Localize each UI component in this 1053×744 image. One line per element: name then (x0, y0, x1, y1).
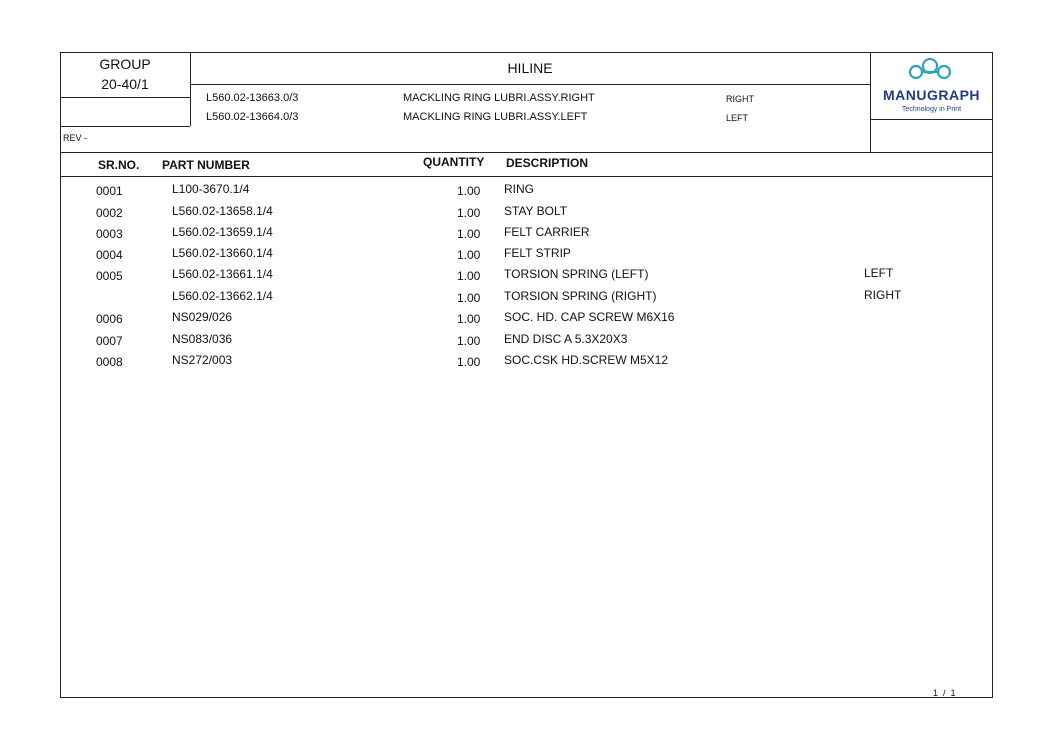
rev-label: REV - (63, 133, 88, 143)
row-description: RING (504, 182, 534, 196)
row-sr-no: 0005 (96, 269, 123, 283)
row-sr-no: 0008 (96, 355, 123, 369)
row-quantity: 1.00 (457, 206, 481, 220)
row-part-number: L560.02-13660.1/4 (172, 246, 273, 260)
row-description: FELT STRIP (504, 246, 571, 260)
table-row (60, 331, 993, 352)
logo-tagline: Technology in Print (901, 106, 962, 113)
row-part-number: NS272/003 (172, 353, 233, 367)
column-header-quantity: QUANTITY (423, 155, 485, 169)
row-description: FELT CARRIER (504, 225, 590, 239)
manugraph-logo (871, 53, 992, 119)
logo-box-bottom (870, 119, 993, 120)
assembly-desc-2: MACKLING RING LUBRI.ASSY.LEFT (403, 111, 588, 123)
row-quantity: 1.00 (457, 227, 481, 241)
row-part-number: NS029/026 (172, 310, 233, 324)
table-row (60, 309, 993, 330)
table-row (60, 352, 993, 373)
row-note: LEFT (864, 266, 894, 280)
rev-box-top (60, 126, 190, 127)
table-row (60, 266, 993, 287)
row-sr-no: 0004 (96, 248, 123, 262)
title-underline (190, 84, 870, 85)
manugraph-logo-icon (871, 55, 992, 85)
document-frame (60, 52, 993, 698)
assembly-part-2: L560.02-13664.0/3 (206, 111, 299, 123)
group-number: 20-40/1 (101, 76, 149, 92)
row-description: TORSION SPRING (LEFT) (504, 267, 649, 281)
row-part-number: L560.02-13659.1/4 (172, 225, 273, 239)
row-quantity: 1.00 (457, 312, 481, 326)
column-header-part-number: PART NUMBER (162, 158, 250, 172)
group-label: GROUP (99, 56, 151, 72)
row-note: RIGHT (864, 288, 902, 302)
assembly-part-1: L560.02-13663.0/3 (206, 92, 299, 104)
page-title: HILINE (507, 60, 553, 76)
row-quantity: 1.00 (457, 355, 481, 369)
row-sr-no: 0006 (96, 312, 123, 326)
column-header-sr-no: SR.NO. (98, 158, 140, 172)
row-part-number: L100-3670.1/4 (172, 182, 250, 196)
column-header-bottom (60, 176, 993, 177)
page-number: 1 / 1 (933, 688, 956, 698)
row-quantity: 1.00 (457, 248, 481, 262)
group-box-bottom (60, 97, 190, 98)
row-quantity: 1.00 (457, 291, 481, 305)
row-sr-no: 0003 (96, 227, 123, 241)
table-row (60, 245, 993, 266)
row-quantity: 1.00 (457, 334, 481, 348)
row-part-number: NS083/036 (172, 332, 233, 346)
row-sr-no: 0002 (96, 206, 123, 220)
table-row (60, 203, 993, 224)
logo-wordmark: MANUGRAPH (882, 87, 981, 103)
table-row (60, 181, 993, 202)
row-sr-no: 0001 (96, 184, 123, 198)
row-quantity: 1.00 (457, 184, 481, 198)
table-row (60, 224, 993, 245)
row-description: END DISC A 5.3X20X3 (504, 332, 628, 346)
row-description: STAY BOLT (504, 204, 568, 218)
row-part-number: L560.02-13661.1/4 (172, 267, 273, 281)
row-sr-no: 0007 (96, 334, 123, 348)
group-box-divider (190, 97, 191, 126)
row-quantity: 1.00 (457, 269, 481, 283)
assembly-desc-1: MACKLING RING LUBRI.ASSY.RIGHT (403, 92, 595, 104)
assembly-side-2: LEFT (726, 113, 749, 123)
row-description: SOC. HD. CAP SCREW M6X16 (504, 310, 675, 324)
row-part-number: L560.02-13658.1/4 (172, 204, 273, 218)
column-header-description: DESCRIPTION (506, 156, 589, 170)
row-part-number: L560.02-13662.1/4 (172, 289, 273, 303)
row-description: SOC.CSK HD.SCREW M5X12 (504, 353, 669, 367)
table-row (60, 288, 993, 309)
header-bottom (60, 152, 993, 153)
row-description: TORSION SPRING (RIGHT) (504, 289, 657, 303)
assembly-side-1: RIGHT (726, 94, 754, 104)
